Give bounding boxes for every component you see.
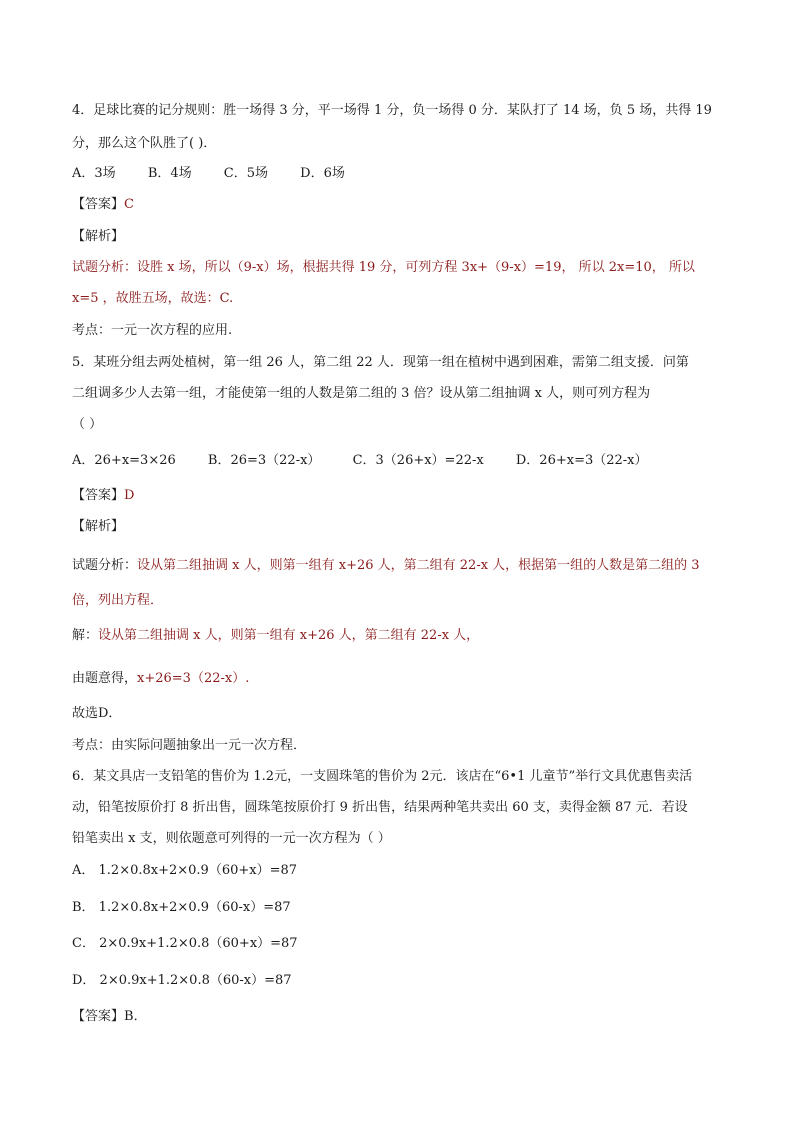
q4-option-a: A．3场 [72,166,116,181]
answer-value: C [124,197,134,212]
answer-label: 【答案】 [72,1009,125,1024]
answer-value: B． [124,1009,147,1024]
analysis-prefix: 试题分析： [72,260,138,275]
q5-answer [72,487,134,505]
q4-analysis-line1 [72,259,695,277]
q4-stem-line2: 分，那么这个队胜了( )． [72,136,217,151]
analysis-prefix: 试题分析： [72,558,138,573]
q4-option-b: B．4场 [147,166,192,181]
q6-stem-line2: 动，铅笔按原价打 8 折出售，圆珠笔按原价打 9 折出售，结果两种笔共卖出 60 支，卖得金额 87 元．若设 [72,800,688,815]
q4-analysis-line2: x=5 ，故胜五场，故选：C. [72,291,234,306]
solution-prefix: 解： [72,628,99,643]
q6-stem-line1: 6．某文具店一支铅笔的售价为 1.2元，一支圆珠笔的售价为 2元．该店在“6•1 儿童节”举行文具优惠售卖活 [72,769,693,784]
q4-stem-line1: 4．足球比赛的记分规则：胜一场得 3 分，平一场得 1 分，负一场得 0 分．某队打了 14 场，负 5 场，共得 19 [72,103,712,118]
q6-option-a: A． 1.2×0.8x+2×0.9（60+x）=87 [72,863,298,878]
q6-stem-line3: 铅笔卖出 x 支，则依题意可列得的一元一次方程为（ ） [72,831,391,846]
analysis-text: 设胜 x 场，所以（9-x）场，根据共得 19 分，可列方程 3x+（9-x）=19， 所以 2x=10， 所以 [137,260,695,275]
q5-choice: 故选D． [72,706,122,721]
answer-label: 【答案】 [72,488,125,503]
q6-option-c: C． 2×0.9x+1.2×0.8（60+x）=87 [72,936,298,951]
answer-value: D [124,488,135,503]
q5-stem-line3: （ ） [72,417,103,432]
q5-option-c: C．3（26+x）=22-x [352,453,484,468]
q5-topic: 考点：由实际问题抽象出一元一次方程． [72,738,307,753]
q4-analysis-label: 【解析】 [72,229,125,244]
q6-option-b: B． 1.2×0.8x+2×0.9（60-x）=87 [72,900,291,915]
q5-analysis-line1 [72,557,700,575]
q5-options [72,452,648,470]
q5-solution-line2 [72,670,249,688]
q5-analysis-line2: 倍，列出方程． [72,593,164,608]
q4-option-d: D．6场 [300,166,345,181]
q4-answer [72,196,134,214]
q5-option-a: A．26+x=3×26 [72,453,176,468]
q5-stem-line2: 二组调多少人去第一组，才能使第一组的人数是第二组的 3 倍？设从第二组抽调 x 人，则可列方程为 [72,386,651,401]
q5-option-d: D．26+x=3（22-x） [515,453,648,468]
q4-options [72,165,345,183]
q5-stem-line1: 5．某班分组去两处植树，第一组 26 人，第二组 22 人．现第一组在植树中遇到困难，需第二组支援．问第 [72,355,689,370]
solution-text: 设从第二组抽调 x 人，则第一组有 x+26 人，第二组有 22-x 人， [98,628,480,643]
q4-option-c: C．5场 [223,166,268,181]
answer-label: 【答案】 [72,197,125,212]
solution-prefix: 由题意得， [72,671,138,686]
analysis-text: 设从第二组抽调 x 人，则第一组有 x+26 人，第二组有 22-x 人，根据第一组的人数是第二组的 3 [137,558,700,573]
solution-equation: x+26=3（22-x）. [137,671,250,686]
q6-answer [72,1008,147,1026]
q5-option-b: B．26=3（22-x） [207,453,321,468]
q6-option-d: D． 2×0.9x+1.2×0.8（60-x）=87 [72,973,292,988]
q5-analysis-label: 【解析】 [72,519,125,534]
q4-topic: 考点：一元一次方程的应用. [72,323,233,338]
q5-solution-line1 [72,627,479,645]
